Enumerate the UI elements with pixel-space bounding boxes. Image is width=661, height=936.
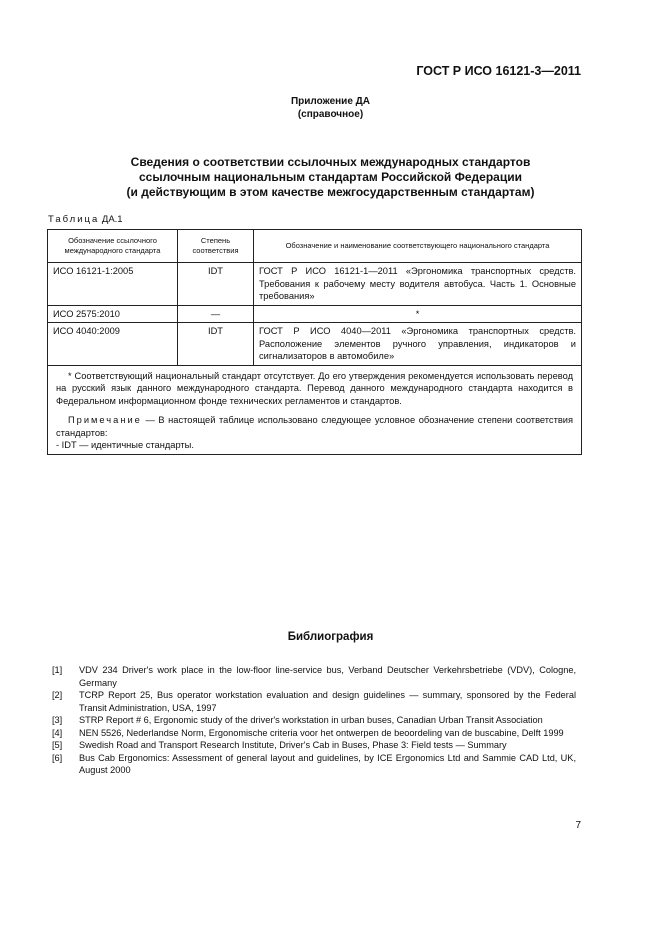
cell-degree: IDT xyxy=(178,323,254,366)
bibliography-item xyxy=(52,739,576,752)
bibliography-item-text: Swedish Road and Transport Research Institute, Driver's Cab in Buses, Phase 3: Field tests — Summary xyxy=(79,740,507,750)
bibliography-item-number: [3] xyxy=(52,715,63,725)
bibliography-item-text: VDV 234 Driver's work place in the low-floor line-service bus, Verband Deutscher Verkehrsbetriebe (VDV), Cologne, Germany xyxy=(79,665,576,688)
cell-degree: — xyxy=(178,305,254,323)
bibliography-title: Библиография xyxy=(287,631,374,643)
table-notes xyxy=(48,365,582,454)
note-text: — В настоящей таблице использовано следующее условное обозначение степени соответствия стандартов: xyxy=(56,415,573,438)
main-title xyxy=(0,155,661,200)
bibliography-item-number: [5] xyxy=(52,740,63,750)
bibliography-item xyxy=(52,752,576,777)
note-label: Примечание xyxy=(68,415,142,425)
note-item: - IDT — идентичные стандарты. xyxy=(56,440,194,450)
bibliography-item-text: Bus Cab Ergonomics: Assessment of general layout and guidelines, by ICE Ergonomics Ltd and Sammie CAD Ltd, UK, August 2000 xyxy=(79,752,576,775)
main-title-line-1: Сведения о соответствии ссылочных международных стандартов xyxy=(130,155,531,169)
main-title-line-3: (и действующим в этом качестве межгосударственным стандартам) xyxy=(126,185,535,199)
cell-degree: IDT xyxy=(178,263,254,306)
table-row xyxy=(48,263,582,306)
bibliography-item-text: NEN 5526, Nederlandse Norm, Ergonomische criteria voor het ontwerpen de beoordeling van de buscabine, Delft 1999 xyxy=(79,727,564,738)
table-note xyxy=(56,414,573,439)
appendix-heading xyxy=(0,95,661,121)
bibliography-item-text: STRP Report # 6, Ergonomic study of the driver's workstation in urban buses, Canadian Urban Transit Association xyxy=(79,715,543,725)
appendix-subtitle: (справочное) xyxy=(297,109,364,120)
bibliography-item xyxy=(52,727,576,740)
page-number: 7 xyxy=(575,820,581,831)
cell-ref: ИСО 2575:2010 xyxy=(48,305,178,323)
standard-designation: ГОСТ Р ИСО 16121-3—2011 xyxy=(416,64,581,78)
table-row xyxy=(48,323,582,366)
bibliography-item-number: [1] xyxy=(52,665,63,675)
bibliography-item-text: TCRP Report 25, Bus operator workstation evaluation and design guidelines — summary, sponsored by the Federal Transit Administration, USA, 1997 xyxy=(79,690,576,713)
table-caption xyxy=(48,214,123,225)
column-header-degree: Степень соответствия xyxy=(178,230,254,263)
cell-national: ГОСТ Р ИСО 16121-1—2011 «Эргономика транспортных средств. Требования к рабочему месту водителя автобуса. Часть 1. Основные требования» xyxy=(254,263,582,306)
appendix-title: Приложение ДА xyxy=(290,96,371,107)
table-footnote: * Соответствующий национальный стандарт отсутствует. До его утверждения рекомендуется использовать перевод на русский язык данного международного стандарта. Перевод данного международного стандарта находится в Федеральном информационном фонде технических регламентов и стандартов. xyxy=(56,370,573,406)
table-row xyxy=(48,305,582,323)
correspondence-table xyxy=(47,229,582,455)
bibliography-item-number: [2] xyxy=(52,690,63,700)
column-header-ref: Обозначение ссылочного международного стандарта xyxy=(48,230,178,263)
bibliography-item xyxy=(52,664,576,689)
table-caption-id: ДА.1 xyxy=(101,214,123,225)
main-title-line-2: ссылочным национальным стандартам Российской Федерации xyxy=(139,170,522,184)
table-header-row xyxy=(48,230,582,263)
cell-ref: ИСО 16121-1:2005 xyxy=(48,263,178,306)
table-notes-row xyxy=(48,365,582,454)
cell-ref: ИСО 4040:2009 xyxy=(48,323,178,366)
bibliography-list xyxy=(52,664,576,777)
cell-national: ГОСТ Р ИСО 4040—2011 «Эргономика транспортных средств. Расположение элементов ручного управления, индикаторов и сигнализаторов в автомобиле» xyxy=(254,323,582,366)
cell-national: * xyxy=(254,305,582,323)
table-caption-prefix: Таблица xyxy=(48,214,100,225)
bibliography-item-number: [4] xyxy=(52,727,63,738)
bibliography-item xyxy=(52,714,576,727)
bibliography-item xyxy=(52,689,576,714)
column-header-national: Обозначение и наименование соответствующего национального стандарта xyxy=(254,230,582,263)
bibliography-item-number: [6] xyxy=(52,752,63,763)
